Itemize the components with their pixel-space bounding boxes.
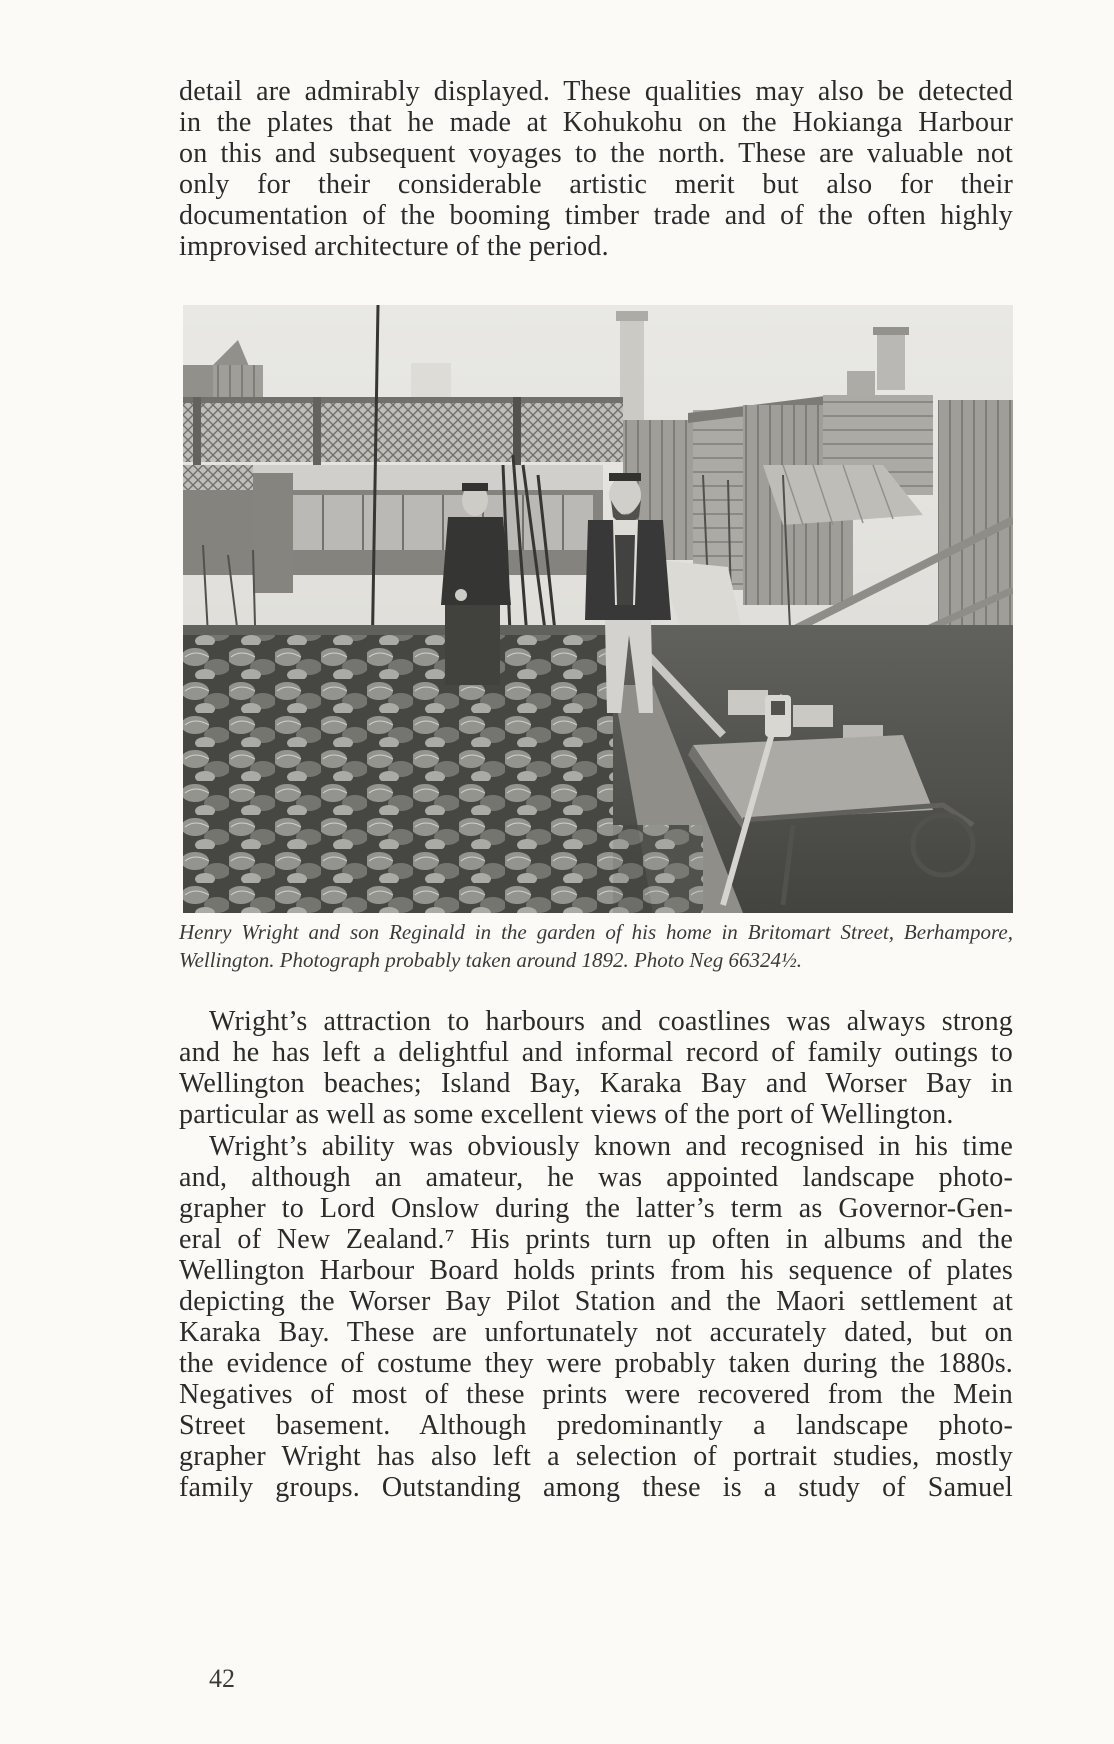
text-line: depicting the Worser Bay Pilot Station and the Maori settlement at: [179, 1286, 1013, 1317]
text-line: Street basement. Although predominantly a landscape photo-: [179, 1410, 1013, 1441]
text-line: Wellington beaches; Island Bay, Karaka Bay and Worser Bay in: [179, 1068, 1013, 1099]
text-line: Wright’s attraction to harbours and coastlines was always strong: [209, 1006, 1013, 1037]
text-line: eral of New Zealand.⁷ His prints turn up often in albums and the: [179, 1224, 1013, 1255]
caption-line: Wellington. Photograph probably taken around 1892. Photo Neg 66324½.: [179, 948, 802, 972]
text-line: particular as well as some excellent views of the port of Wellington.: [179, 1099, 954, 1130]
body-paragraph-1: [179, 1006, 1013, 1130]
caption-line: Henry Wright and son Reginald in the garden of his home in Britomart Street, Berhampore,: [179, 920, 1013, 944]
text-line: family groups. Outstanding among these is a study of Samuel: [179, 1472, 1013, 1503]
text-line: Negatives of most of these prints were recovered from the Mein: [179, 1379, 1013, 1410]
top-paragraph: [179, 76, 1013, 262]
page-number: 42: [209, 1664, 235, 1693]
text-line: the evidence of costume they were probably taken during the 1880s.: [179, 1348, 1013, 1379]
photo-caption: [179, 918, 1013, 974]
text-line: documentation of the booming timber trade and of the often highly: [179, 200, 1013, 231]
body-paragraph-2: [179, 1131, 1013, 1503]
photograph-illustration: [183, 305, 1013, 913]
text-line: and, although an amateur, he was appointed landscape photo-: [179, 1162, 1013, 1193]
text-line: and he has left a delightful and informal record of family outings to: [179, 1037, 1013, 1068]
text-line: only for their considerable artistic merit but also for their: [179, 169, 1013, 200]
text-line: in the plates that he made at Kohukohu on the Hokianga Harbour: [179, 107, 1013, 138]
text-line: Karaka Bay. These are unfortunately not accurately dated, but on: [179, 1317, 1013, 1348]
text-line: Wellington Harbour Board holds prints from his sequence of plates: [179, 1255, 1013, 1286]
text-line: detail are admirably displayed. These qualities may also be detected: [179, 76, 1013, 107]
text-line: grapher to Lord Onslow during the latter’s term as Governor-Gen-: [179, 1193, 1013, 1224]
text-line: improvised architecture of the period.: [179, 231, 609, 262]
garden-photograph: [183, 305, 1013, 913]
text-line: on this and subsequent voyages to the north. These are valuable not: [179, 138, 1013, 169]
text-line: Wright’s ability was obviously known and recognised in his time: [209, 1131, 1013, 1162]
text-line: grapher Wright has also left a selection of portrait studies, mostly: [179, 1441, 1013, 1472]
